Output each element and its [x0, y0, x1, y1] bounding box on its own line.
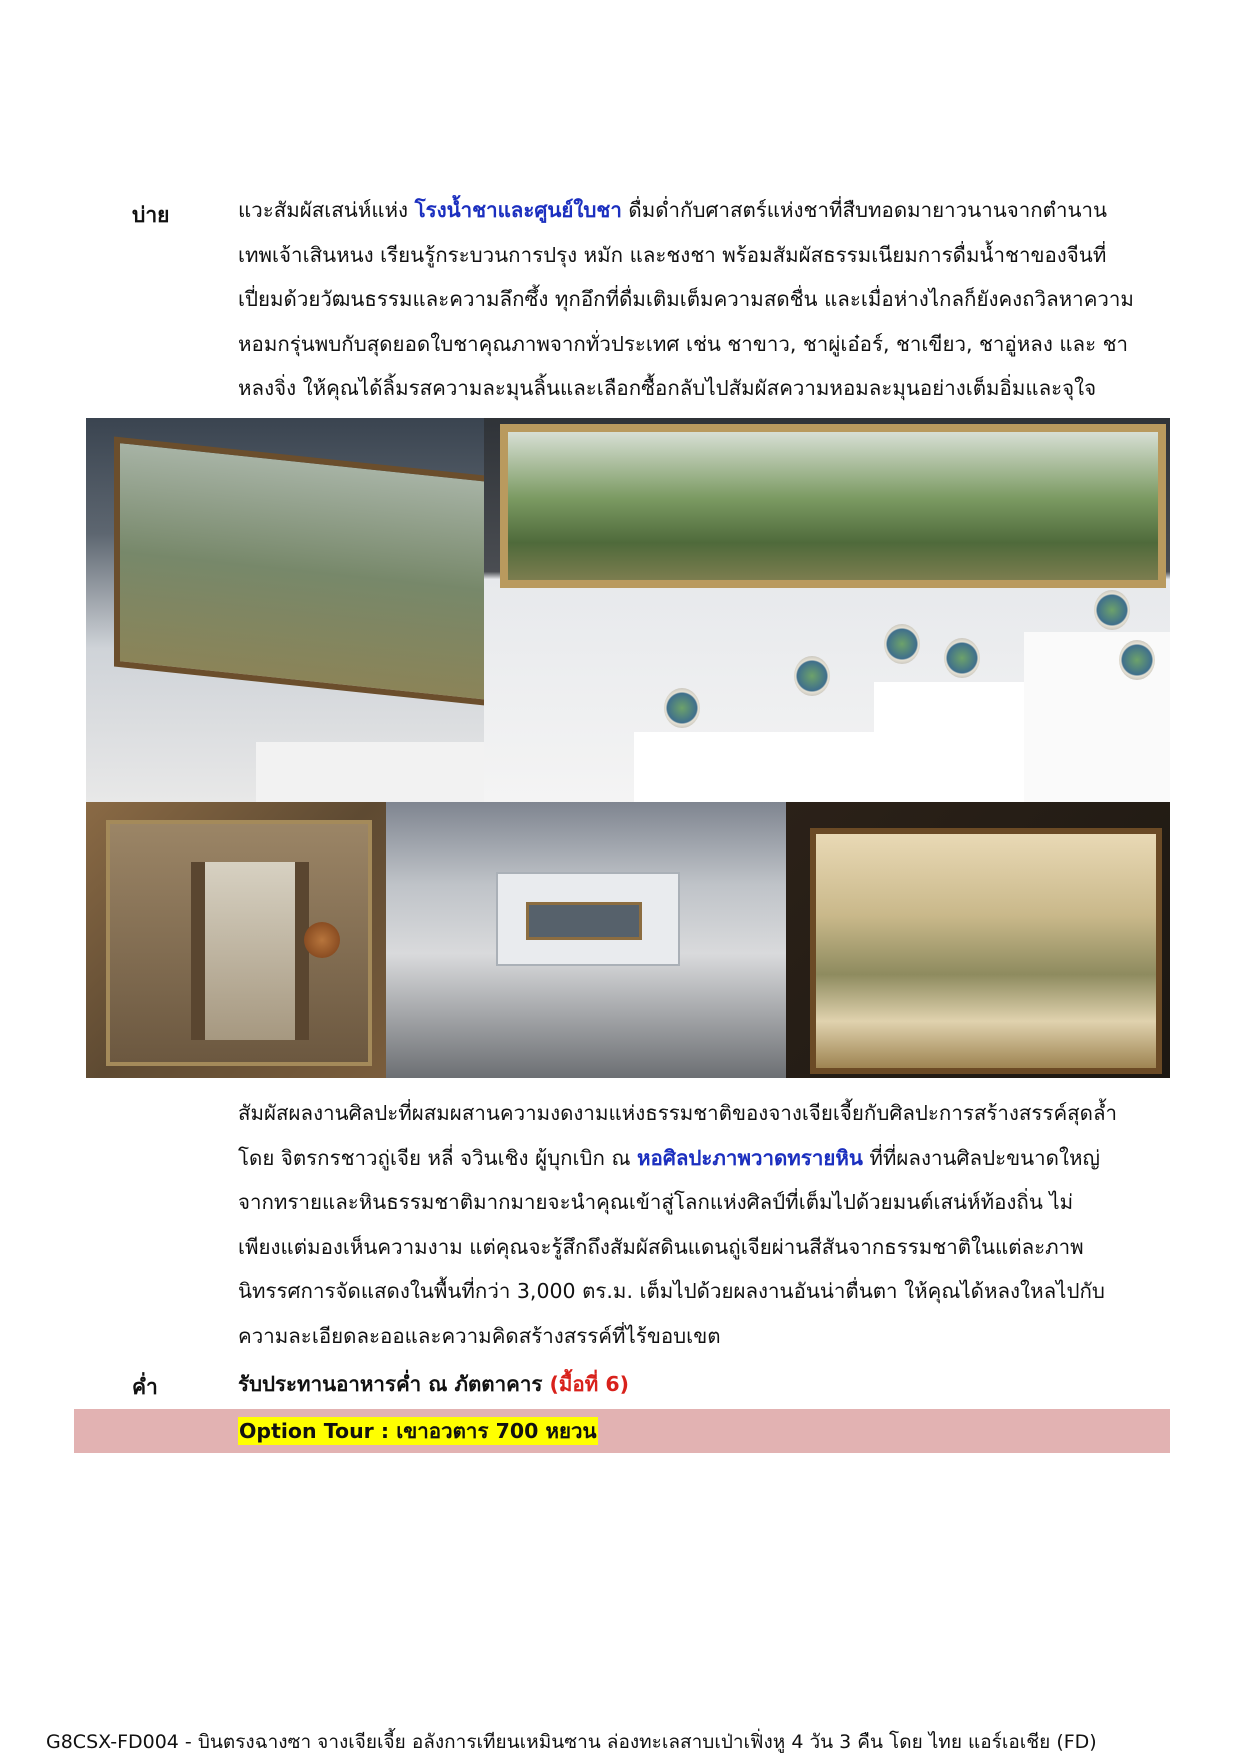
option-tour-text: Option Tour : เขาอวตาร 700 หยวน [239, 1419, 597, 1443]
afternoon-line [238, 188, 1170, 233]
display-step [874, 682, 1024, 802]
dinner-description: รับประทานอาหารค่ำ ณ ภัตตาคาร [238, 1372, 550, 1396]
decorative-plate [1094, 590, 1130, 630]
door-motif [191, 862, 309, 1040]
option-tour-row [74, 1409, 1170, 1453]
text-segment: โดย จิตรกรชาวถู่เจีย หลี่ จวินเชิง ผู้บุกเบิก ณ [238, 1145, 637, 1170]
gallery-photo-collage [86, 418, 1170, 1078]
display-step [634, 732, 874, 802]
afternoon-line: หลงจิ่ง ให้คุณได้ลิ้มรสความละมุนลิ้นและเลือกซื้อกลับไปสัมผัสความหอมละมุนอย่างเต็มอิ่มและจุใจ [238, 376, 1097, 400]
gallery-line: สัมผัสผลงานศิลปะที่ผสมผสานความงดงามแห่งธรรมชาติของจางเจียเจี้ยกับศิลปะการสร้างสรรค์สุดล้ำ [238, 1101, 1118, 1125]
meal-number: (มื้อที่ 6) [549, 1372, 629, 1396]
gallery-photo-corridor [386, 802, 786, 1078]
gallery-photo-landscape-painting [786, 802, 1170, 1078]
decorative-plate [794, 656, 830, 696]
display-plinth [256, 742, 486, 802]
decorative-plate [944, 638, 980, 678]
sand-art-gallery-highlight: หอศิลปะภาพวาดทรายหิน [637, 1145, 863, 1170]
gallery-paragraph [238, 1091, 1170, 1358]
landscape-painting [810, 828, 1162, 1074]
decorative-plate [664, 688, 700, 728]
tea-house-highlight: โรงน้ำชาและศูนย์ใบชา [414, 198, 622, 222]
dinner-text [238, 1369, 629, 1399]
basket-motif [304, 922, 340, 958]
gallery-line [238, 1136, 1170, 1181]
gallery-line: จากทรายและหินธรรมชาติมากมายจะนำคุณเข้าสู่โลกแห่งศิลป์ที่เต็มไปด้วยมนต์เสน่ห์ท้องถิ่น ไม่ [238, 1190, 1074, 1214]
text-segment: แวะสัมผัสเสน่ห์แห่ง [238, 198, 415, 222]
gallery-photo-main-wall [484, 418, 1170, 802]
afternoon-line: เทพเจ้าเสินหนง เรียนรู้กระบวนการปรุง หมัก และชงชา พร้อมสัมผัสธรรมเนียมการดื่มน้ำชาของจีนที่ [238, 242, 1107, 267]
afternoon-label: บ่าย [132, 203, 170, 227]
dinner-label: ค่ำ [132, 1375, 158, 1399]
gallery-line: ความละเอียดละออและความคิดสร้างสรรค์ที่ไร้ขอบเขต [238, 1323, 721, 1348]
gallery-line: เพียงแต่มองเห็นความงาม แต่คุณจะรู้สึกถึงสัมผัสดินแดนถู่เจียผ่านสีสันจากธรรมชาติในแต่ละภาพ [238, 1234, 1084, 1259]
afternoon-line: เปี่ยมด้วยวัฒนธรรมและความลึกซึ้ง ทุกอึกที่ดื่มเติมเต็มความสดชื่น และเมื่อห่างไกลก็ยังคงถวิลหาความ [238, 287, 1134, 311]
afternoon-line: หอมกรุ่นพบกับสุดยอดใบชาคุณภาพจากทั่วประเทศ เช่น ชาขาว, ชาผู่เอ๋อร์, ชาเขียว, ชาอู่หลง และ ชา [238, 331, 1129, 356]
corridor-painting [526, 902, 642, 940]
afternoon-paragraph [238, 188, 1170, 411]
decorative-plate [1119, 640, 1155, 680]
gallery-line: นิทรรศการจัดแสดงในพื้นที่กว่า 3,000 ตร.ม. เต็มไปด้วยผลงานอันน่าตื่นตา ให้คุณได้หลงใหลไปกับ [238, 1279, 1105, 1303]
gallery-photo-left-wall [86, 418, 486, 802]
text-segment: ที่ที่ผลงานศิลปะขนาดใหญ่ [862, 1145, 1100, 1170]
page-footer: G8CSX-FD004 - บินตรงฉางซา จางเจียเจี้ย อลังการเทียนเหมินซาน ล่องทะเลสาบเป่าเฟิ่งหู 4 วัน 3 คืน โดย ไทย แอร์เอเชีย (FD) [46, 1731, 1097, 1753]
gallery-photo-door-artwork [86, 802, 386, 1078]
painting-frame [114, 437, 486, 710]
decorative-plate [884, 624, 920, 664]
text-segment: ดื่มด่ำกับศาสตร์แห่งชาที่สืบทอดมายาวนานจากตำนาน [621, 198, 1108, 222]
painting-frame [500, 424, 1166, 588]
